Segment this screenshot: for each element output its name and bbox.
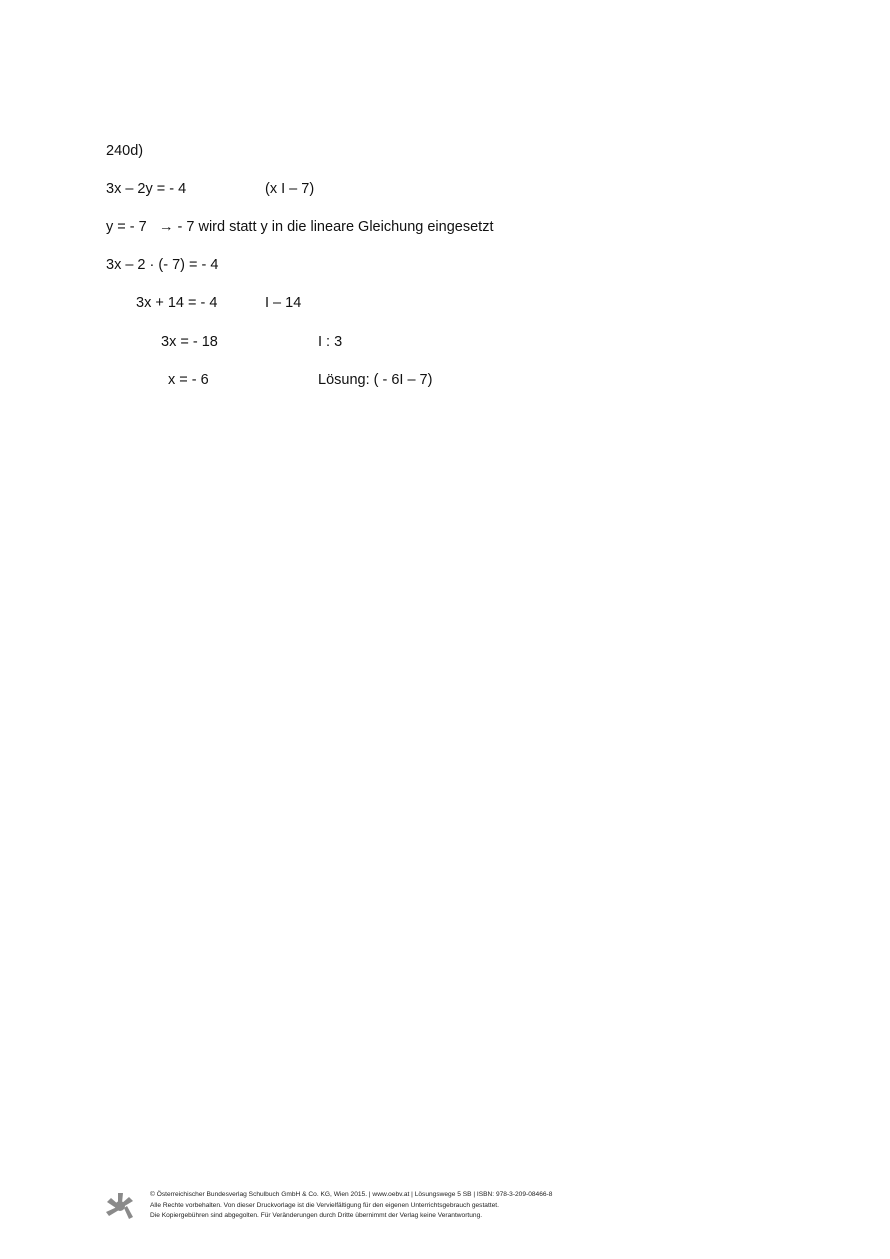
footer-disclaimer: Die Kopiergebühren sind abgegolten. Für Veränderungen durch Dritte übernimmt der Verlag keine Verantwortung. (150, 1212, 483, 1219)
equation-1: 3x – 2y = - 4 (106, 181, 187, 197)
equation-4-note: I – 14 (265, 295, 302, 311)
equation-5-note: I : 3 (318, 334, 343, 350)
footer (150, 1190, 552, 1222)
equation-2-note: → - 7 wird statt y in die lineare Gleichung eingesetzt (159, 219, 494, 235)
equation-6: x = - 6 (168, 372, 209, 388)
equation-3: 3x – 2 · (- 7) = - 4 (106, 257, 219, 273)
footer-rights: Alle Rechte vorbehalten. Von dieser Druckvorlage ist die Vervielfältigung für den eigenen Unterrichtsgebrauch gestattet. (150, 1201, 499, 1209)
solution-note: Lösung: ( - 6I – 7) (318, 372, 433, 388)
footer-copyright: © Österreichischer Bundesverlag Schulbuch GmbH & Co. KG, Wien 2015. | www.oebv.at | Lösungswege 5 SB | ISBN: 978-3-209-08466-8 (150, 1191, 553, 1198)
equation-4: 3x + 14 = - 4 (136, 295, 218, 311)
problem-label: 240d) (106, 143, 144, 159)
equation-2: y = - 7 (106, 219, 147, 235)
oebv-logo-icon (104, 1190, 136, 1222)
equation-5: 3x = - 18 (161, 334, 218, 350)
equation-1-note: (x I – 7) (265, 181, 315, 197)
